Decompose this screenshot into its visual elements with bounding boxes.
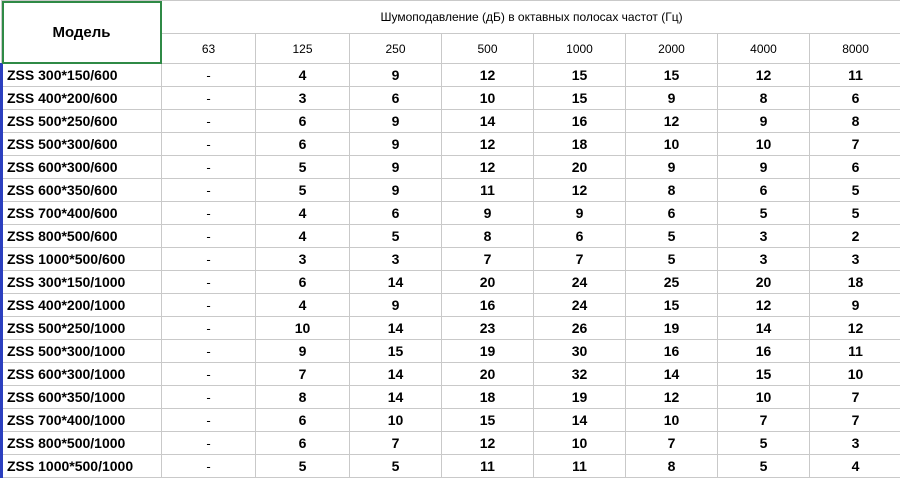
- value-cell[interactable]: -: [162, 248, 256, 271]
- value-cell[interactable]: 5: [350, 225, 442, 248]
- table-row: [2, 248, 900, 271]
- value-cell[interactable]: 11: [442, 455, 534, 478]
- value-cell[interactable]: 5: [350, 455, 442, 478]
- value-cell[interactable]: -: [162, 133, 256, 156]
- value-cell[interactable]: 4: [810, 455, 900, 478]
- value-cell[interactable]: 10: [718, 133, 810, 156]
- value-cell[interactable]: 5: [256, 179, 350, 202]
- value-cell[interactable]: 5: [718, 202, 810, 225]
- table-row: [2, 363, 900, 386]
- value-cell[interactable]: 15: [534, 87, 626, 110]
- value-cell[interactable]: 6: [718, 179, 810, 202]
- value-cell[interactable]: 10: [810, 363, 900, 386]
- table-row: [2, 202, 900, 225]
- frequency-header-cell[interactable]: 500: [442, 34, 534, 64]
- value-cell[interactable]: 4: [256, 294, 350, 317]
- table-row: [2, 432, 900, 455]
- model-cell[interactable]: ZSS 500*250/1000: [2, 317, 162, 340]
- value-cell[interactable]: -: [162, 409, 256, 432]
- value-cell[interactable]: 9: [810, 294, 900, 317]
- value-cell[interactable]: 2: [810, 225, 900, 248]
- value-cell[interactable]: 14: [626, 363, 718, 386]
- frequency-header-cell[interactable]: 63: [162, 34, 256, 64]
- value-cell[interactable]: -: [162, 87, 256, 110]
- value-cell[interactable]: 8: [626, 179, 718, 202]
- value-cell[interactable]: 18: [810, 271, 900, 294]
- value-cell[interactable]: 6: [256, 432, 350, 455]
- table-row: [2, 409, 900, 432]
- value-cell[interactable]: 24: [534, 294, 626, 317]
- model-cell[interactable]: ZSS 300*150/600: [2, 64, 162, 87]
- model-cell[interactable]: ZSS 500*300/600: [2, 133, 162, 156]
- model-cell[interactable]: ZSS 600*350/600: [2, 179, 162, 202]
- frequency-header-cell[interactable]: 1000: [534, 34, 626, 64]
- value-cell[interactable]: 3: [256, 248, 350, 271]
- value-cell[interactable]: 3: [718, 248, 810, 271]
- value-cell[interactable]: 14: [442, 110, 534, 133]
- value-cell[interactable]: 14: [534, 409, 626, 432]
- value-cell[interactable]: 8: [256, 386, 350, 409]
- value-cell[interactable]: 19: [626, 317, 718, 340]
- value-cell[interactable]: 20: [442, 363, 534, 386]
- value-cell[interactable]: 32: [534, 363, 626, 386]
- value-cell[interactable]: 9: [350, 133, 442, 156]
- value-cell[interactable]: 20: [718, 271, 810, 294]
- value-cell[interactable]: -: [162, 271, 256, 294]
- model-cell[interactable]: ZSS 600*300/600: [2, 156, 162, 179]
- value-cell[interactable]: 6: [810, 156, 900, 179]
- value-cell[interactable]: -: [162, 340, 256, 363]
- model-cell[interactable]: ZSS 800*500/1000: [2, 432, 162, 455]
- model-cell[interactable]: ZSS 1000*500/1000: [2, 455, 162, 478]
- model-cell[interactable]: ZSS 600*350/1000: [2, 386, 162, 409]
- value-cell[interactable]: 6: [534, 225, 626, 248]
- model-cell[interactable]: ZSS 700*400/600: [2, 202, 162, 225]
- value-cell[interactable]: -: [162, 110, 256, 133]
- value-cell[interactable]: 10: [442, 87, 534, 110]
- table-row: [2, 340, 900, 363]
- value-cell[interactable]: 25: [626, 271, 718, 294]
- value-cell[interactable]: 9: [626, 87, 718, 110]
- model-cell[interactable]: ZSS 500*250/600: [2, 110, 162, 133]
- frequency-header-cell[interactable]: 8000: [810, 34, 900, 64]
- value-cell[interactable]: 23: [442, 317, 534, 340]
- frequency-header-cell[interactable]: 125: [256, 34, 350, 64]
- value-cell[interactable]: 10: [626, 409, 718, 432]
- value-cell[interactable]: 6: [350, 202, 442, 225]
- value-cell[interactable]: 7: [534, 248, 626, 271]
- value-cell[interactable]: 11: [442, 179, 534, 202]
- value-cell[interactable]: 3: [810, 248, 900, 271]
- value-cell[interactable]: -: [162, 455, 256, 478]
- value-cell[interactable]: 8: [718, 87, 810, 110]
- value-cell[interactable]: 6: [256, 271, 350, 294]
- value-cell[interactable]: 5: [810, 179, 900, 202]
- value-cell[interactable]: 18: [534, 133, 626, 156]
- value-cell[interactable]: 11: [810, 64, 900, 87]
- value-cell[interactable]: 5: [626, 225, 718, 248]
- value-cell[interactable]: 4: [256, 225, 350, 248]
- value-cell[interactable]: 14: [350, 271, 442, 294]
- value-cell[interactable]: -: [162, 225, 256, 248]
- value-cell[interactable]: 7: [718, 409, 810, 432]
- value-cell[interactable]: 16: [534, 110, 626, 133]
- value-cell[interactable]: 10: [256, 317, 350, 340]
- value-cell[interactable]: 9: [350, 294, 442, 317]
- value-cell[interactable]: 19: [442, 340, 534, 363]
- value-cell[interactable]: 7: [256, 363, 350, 386]
- value-cell[interactable]: 20: [442, 271, 534, 294]
- value-cell[interactable]: 14: [718, 317, 810, 340]
- value-cell[interactable]: 15: [626, 294, 718, 317]
- value-cell[interactable]: 15: [718, 363, 810, 386]
- value-cell[interactable]: 12: [534, 179, 626, 202]
- value-cell[interactable]: 3: [256, 87, 350, 110]
- value-cell[interactable]: -: [162, 156, 256, 179]
- model-cell[interactable]: ZSS 400*200/600: [2, 87, 162, 110]
- model-cell[interactable]: ZSS 400*200/1000: [2, 294, 162, 317]
- value-cell[interactable]: 6: [350, 87, 442, 110]
- value-cell[interactable]: 5: [718, 432, 810, 455]
- value-cell[interactable]: 7: [810, 386, 900, 409]
- table-row: [2, 133, 900, 156]
- value-cell[interactable]: 9: [718, 110, 810, 133]
- model-cell[interactable]: ZSS 1000*500/600: [2, 248, 162, 271]
- value-cell[interactable]: 3: [718, 225, 810, 248]
- value-cell[interactable]: 12: [626, 386, 718, 409]
- table-row: [2, 455, 900, 478]
- value-cell[interactable]: 9: [350, 156, 442, 179]
- value-cell[interactable]: 14: [350, 363, 442, 386]
- frequency-header-cell[interactable]: 4000: [718, 34, 810, 64]
- value-cell[interactable]: 9: [442, 202, 534, 225]
- value-cell[interactable]: 7: [810, 133, 900, 156]
- value-cell[interactable]: 12: [442, 156, 534, 179]
- value-cell[interactable]: 9: [718, 156, 810, 179]
- value-cell[interactable]: 12: [718, 294, 810, 317]
- value-cell[interactable]: 12: [442, 64, 534, 87]
- value-cell[interactable]: 9: [350, 64, 442, 87]
- value-cell[interactable]: 6: [626, 202, 718, 225]
- value-cell[interactable]: 24: [534, 271, 626, 294]
- value-cell[interactable]: 9: [350, 179, 442, 202]
- value-cell[interactable]: 7: [442, 248, 534, 271]
- value-cell[interactable]: 12: [718, 64, 810, 87]
- model-cell[interactable]: ZSS 700*400/1000: [2, 409, 162, 432]
- value-cell[interactable]: 11: [534, 455, 626, 478]
- frequency-header-cell[interactable]: 250: [350, 34, 442, 64]
- value-cell[interactable]: 14: [350, 317, 442, 340]
- value-cell[interactable]: 8: [810, 110, 900, 133]
- value-cell[interactable]: 3: [810, 432, 900, 455]
- value-cell[interactable]: 11: [810, 340, 900, 363]
- value-cell[interactable]: 5: [810, 202, 900, 225]
- model-cell[interactable]: ZSS 500*300/1000: [2, 340, 162, 363]
- value-cell[interactable]: 5: [256, 455, 350, 478]
- value-cell[interactable]: -: [162, 432, 256, 455]
- table-row: [2, 156, 900, 179]
- table-row: [2, 179, 900, 202]
- value-cell[interactable]: 16: [626, 340, 718, 363]
- value-cell[interactable]: 3: [350, 248, 442, 271]
- value-cell[interactable]: 10: [626, 133, 718, 156]
- table-row: [2, 271, 900, 294]
- table-body: [2, 64, 900, 478]
- model-column-header[interactable]: Модель: [2, 1, 162, 64]
- value-cell[interactable]: 12: [810, 317, 900, 340]
- table-row: [2, 317, 900, 340]
- value-cell[interactable]: 5: [256, 156, 350, 179]
- value-cell[interactable]: -: [162, 386, 256, 409]
- value-cell[interactable]: 4: [256, 64, 350, 87]
- model-cell[interactable]: ZSS 300*150/1000: [2, 271, 162, 294]
- value-cell[interactable]: 26: [534, 317, 626, 340]
- value-cell[interactable]: 15: [534, 64, 626, 87]
- value-cell[interactable]: 5: [626, 248, 718, 271]
- table-row: [2, 386, 900, 409]
- table-row: [2, 294, 900, 317]
- value-cell[interactable]: 7: [810, 409, 900, 432]
- value-cell[interactable]: 8: [626, 455, 718, 478]
- table-row: [2, 225, 900, 248]
- value-cell[interactable]: 7: [626, 432, 718, 455]
- model-cell[interactable]: ZSS 600*300/1000: [2, 363, 162, 386]
- value-cell[interactable]: 8: [442, 225, 534, 248]
- value-cell[interactable]: -: [162, 64, 256, 87]
- value-cell[interactable]: -: [162, 294, 256, 317]
- value-cell[interactable]: -: [162, 202, 256, 225]
- value-cell[interactable]: 12: [626, 110, 718, 133]
- value-cell[interactable]: -: [162, 317, 256, 340]
- value-cell[interactable]: 9: [626, 156, 718, 179]
- value-cell[interactable]: 12: [442, 432, 534, 455]
- value-cell[interactable]: 16: [442, 294, 534, 317]
- value-cell[interactable]: 15: [626, 64, 718, 87]
- frequency-header-cell[interactable]: 2000: [626, 34, 718, 64]
- table-row: [2, 64, 900, 87]
- table-row: [2, 110, 900, 133]
- header-row-top: [2, 1, 900, 34]
- value-cell[interactable]: 7: [350, 432, 442, 455]
- value-cell[interactable]: 15: [442, 409, 534, 432]
- value-cell[interactable]: 4: [256, 202, 350, 225]
- value-cell[interactable]: 6: [256, 133, 350, 156]
- table-row: [2, 87, 900, 110]
- value-cell[interactable]: 6: [256, 110, 350, 133]
- value-cell[interactable]: 14: [350, 386, 442, 409]
- value-cell[interactable]: -: [162, 179, 256, 202]
- value-cell[interactable]: 10: [718, 386, 810, 409]
- value-cell[interactable]: 5: [718, 455, 810, 478]
- value-cell[interactable]: -: [162, 363, 256, 386]
- value-cell[interactable]: 10: [350, 409, 442, 432]
- model-cell[interactable]: ZSS 800*500/600: [2, 225, 162, 248]
- value-cell[interactable]: 9: [534, 202, 626, 225]
- value-cell[interactable]: 16: [718, 340, 810, 363]
- value-cell[interactable]: 10: [534, 432, 626, 455]
- value-cell[interactable]: 15: [350, 340, 442, 363]
- value-cell[interactable]: 9: [256, 340, 350, 363]
- value-cell[interactable]: 6: [256, 409, 350, 432]
- value-cell[interactable]: 12: [442, 133, 534, 156]
- value-cell[interactable]: 18: [442, 386, 534, 409]
- value-cell[interactable]: 6: [810, 87, 900, 110]
- value-cell[interactable]: 20: [534, 156, 626, 179]
- value-cell[interactable]: 30: [534, 340, 626, 363]
- noise-reduction-group-header[interactable]: Шумоподавление (дБ) в октавных полосах частот (Гц): [162, 1, 900, 34]
- value-cell[interactable]: 19: [534, 386, 626, 409]
- value-cell[interactable]: 9: [350, 110, 442, 133]
